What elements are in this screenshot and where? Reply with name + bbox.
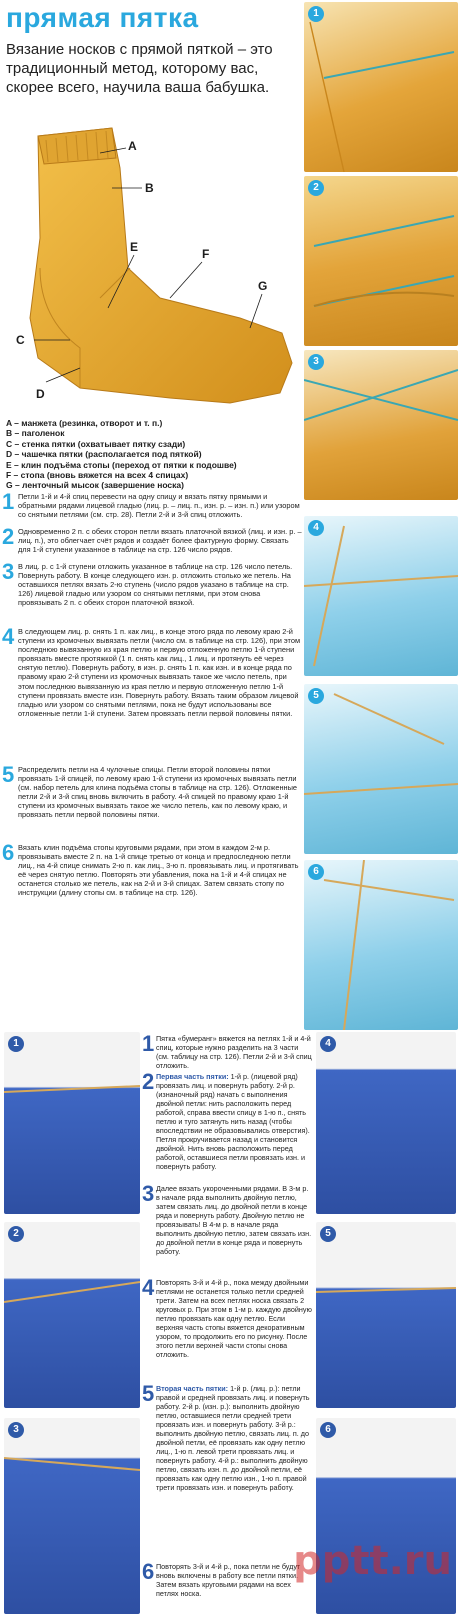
sock-label-g: G	[258, 279, 268, 293]
photo-number: 2	[308, 180, 324, 196]
photo-yellow-3	[304, 350, 458, 500]
step-number: 6	[2, 840, 15, 865]
photo-number: 2	[8, 1226, 24, 1242]
step-text: 1-й р. (лицевой ряд) провязать лиц. и повернуть работу. 2-й р. (изнаночный ряд) начать с выполнения двойной петли: нить расположить перед работой, справа ввести спицу в 1-ю п., снять петлю и туго затянуть нить назад (чтобы впоследствии не образовывались отверстия). Петля прокручивается назад и становится двойной. Нить вновь расположить перед работой, оставшиеся петли провязать изн. и повернуть работу.	[156, 1072, 310, 1171]
photo-number: 1	[8, 1036, 24, 1052]
step-number: 3	[2, 559, 15, 584]
step-text: 1-й р. (лиц. р.): петли правой и средней провязать лиц. и повернуть работу. 2-й р. (изн. р.): выполнить двойную петлю, оставшиеся петли средней трети провязать изн. и повернуть работу. 3-й р.: выполнить двойную петлю, связать лиц. п. до двойной петли, её провязать как одну петлю лиц., 1-ю п. левой трети провязать лиц. и повернуть работу. 4-й р.: выполнить двойную петлю, связать изн. п. до двойной петли, её провязать как одну петлю изн., 1-ю п. правой трети провязать изн. и повернуть работу.	[156, 1384, 310, 1492]
step-number: 6	[142, 1559, 155, 1584]
photo-blue-2	[4, 1222, 140, 1408]
intro-text: Вязание носков с прямой пяткой – это традиционный метод, которому вас, скорее всего, научила ваша бабушка.	[6, 41, 273, 96]
step-1	[2, 489, 302, 520]
step-number: 4	[2, 624, 15, 649]
photo-number: 4	[308, 520, 324, 536]
boomerang-step-1	[142, 1031, 312, 1070]
step-subtitle: Первая часть пятки:	[156, 1072, 229, 1081]
step-text: В лиц. р. с 1-й ступени отложить указанное в таблице на стр. 126 число петель. Повернуть работу. В конце следующего изн. р. отложить столько же петель. На оставшихся петлях вязать 2-ю ступень (число рядов указано в таблице на стр. 126) лицевой гладью или узором со снятыми петлями, при этом снова провязывать 2 п. с обеих сторон платочной вязкой.	[18, 562, 293, 608]
step-number: 5	[142, 1381, 155, 1406]
step-text: В следующем лиц. р. снять 1 п. как лиц., в конце этого ряда по левому краю 2-й ступени из кромочных вывязать петли (число см. в таблице на стр. 126), при этом последнюю вывязанную из края петлю и первую отложенную петлю 1-й ступени провязать вместе протяжкой (1 п. снять как лиц., 1 лиц. и протянуть её через снятую петлю). Повернуть работу, в изн. р. снять 1 п. как изн. и в конце ряда по правому краю 2-й ступени из кромочных вывязать такое же число петель, при этом последнюю вывязанную из края петлю и первую отложенную петлю 1-й ступени провязать вместе изн. Повернуть работу. Вязать таким образом лицевой гладью или узором со снятыми петлями, пока не будут использованы все отложенные петли 1-й ступени. Затем провязать петли первой половины пятки.	[18, 627, 301, 718]
photo-number: 5	[308, 688, 324, 704]
photo-blue-5	[316, 1222, 456, 1408]
step-text: Пятка «бумеранг» вяжется на петлях 1-й и 4-й спиц, которые нужно разделить на 3 части (см. таблицу на стр. 126). Петли 2-й и 3-й спиц отложить.	[156, 1034, 312, 1070]
photo-yellow-1	[304, 2, 458, 172]
legend-item: C – стенка пятки (охватывает пятку сзади)	[6, 438, 186, 449]
legend-item: B – паголенок	[6, 428, 65, 439]
needles-icon	[4, 1032, 140, 1214]
sock-diagram	[0, 118, 300, 418]
step-text: Петли 1-й и 4-й спиц перевести на одну спицу и вязать пятку прямыми и обратными рядами лицевой гладью (лиц. р. – лиц. п., изн. р. – изн. п.) или узором со снятыми петлями (см. стр. 28). Петли 2-й и 3-й спиц отложить.	[18, 492, 300, 520]
legend-item: A – манжета (резинка, отворот и т. п.)	[6, 418, 163, 428]
step-text: Далее вязать укороченными рядами. В 3-м р. в начале ряда выполнить двойную петлю, затем связать лиц. до двойной петли в конце ряда и повернуть работу. Двойную петлю не провязывать! В 4-м р. в начале ряда выполнить двойную петлю, затем связать изн. до двойной петли в конце ряда и повернуть работу.	[156, 1184, 312, 1256]
photo-number: 6	[308, 864, 324, 880]
legend-item: E – клин подъёма стопы (переход от пятки к подошве)	[6, 459, 237, 470]
photo-blue-4	[316, 1032, 456, 1214]
photo-blue-6	[316, 1418, 456, 1614]
step-5	[2, 762, 302, 820]
step-number: 2	[142, 1069, 155, 1094]
boomerang-step-4	[142, 1275, 312, 1359]
sock-label-e: E	[130, 240, 139, 254]
photo-lightblue-6	[304, 860, 458, 1030]
page-title: прямая пятка	[6, 2, 199, 33]
needles-icon	[4, 1418, 140, 1614]
step-text: Повторять 3-й и 4-й р., пока между двойными петлями не останется только петли средней трети. Затем на всех петлях носка связать 2 круговых р. При этом в 1-м р. каждую двойную петлю провязать как одну петлю. Если верхняя часть стопы вяжется декоративным узором, то продолжить его по рисунку. После этого петли верхней части стопы снова отложить.	[156, 1278, 312, 1359]
photo-number: 1	[308, 6, 324, 22]
needles-icon	[304, 2, 458, 172]
photo-yellow-2	[304, 176, 458, 346]
step-number: 1	[2, 489, 15, 514]
boomerang-step-3	[142, 1181, 312, 1256]
step-subtitle: Вторая часть пятки:	[156, 1384, 229, 1393]
step-2	[2, 524, 302, 555]
step-3	[2, 559, 302, 608]
step-number: 1	[142, 1031, 155, 1056]
sock-label-d: D	[36, 387, 45, 401]
legend-item: G – ленточный мысок (завершение носка)	[6, 480, 184, 491]
needles-icon	[304, 350, 458, 500]
watermark: pptt.ru	[293, 1538, 452, 1584]
needles-icon	[304, 516, 458, 676]
photo-number: 3	[308, 354, 324, 370]
needles-icon	[304, 684, 458, 854]
step-number: 2	[2, 524, 15, 549]
step-text: Одновременно 2 п. с обеих сторон петли вязать платочной вязкой (лиц. и изн. р. – лиц. п.), это облегчает счёт рядов и создаёт более фактурную форму. Связать для 1-й ступени указанное в таблице на стр. 126 число рядов.	[18, 527, 302, 555]
legend-item: D – чашечка пятки (располагается под пяткой)	[6, 449, 202, 460]
sock-label-f: F	[202, 247, 210, 261]
step-text: Вязать клин подъёма стопы круговыми рядами, при этом в каждом 2-м р. провязывать вместе 2 п. на 1-й спице третью от конца и предпоследнюю петли лиц., на 4-й спице снимать 2-ю п. как лиц., 3-ю п. провязывать лиц. и протягивать её через снятую петлю. Повторять эти убавления, пока на 1-й и 4-й спицах не останется столько же петель, как на 2-й и 3-й спицах. Затем связать стопу по инструкции (длину стопы см. в таблице на стр. 126).	[18, 843, 299, 898]
photo-number: 4	[320, 1036, 336, 1052]
legend-item: F – стопа (вновь вяжется на всех 4 спицах)	[6, 470, 189, 481]
photo-blue-3	[4, 1418, 140, 1614]
sock-label-a: A	[128, 139, 137, 153]
sock-label-c: C	[16, 333, 25, 347]
photo-lightblue-5	[304, 684, 458, 854]
step-number: 3	[142, 1181, 155, 1206]
step-text: Распределить петли на 4 чулочные спицы. Петли второй половины пятки провязать 1-й спицей, по левому краю 1-й ступени из кромочных вывязать петли (см. набор петель для клина подъёма стопы в таблице на стр. 126). Отложенные петли 2-й и 3-й спиц вновь включить в работу. 4-й спицей по правому краю 1-й ступени из кромочных вывязать такое же число петель, как по левому краю, и провязать петли первой половины пятки.	[18, 765, 298, 820]
photo-number: 3	[8, 1422, 24, 1438]
sock-label-b: B	[145, 181, 154, 195]
step-text: Повторять 3-й и 4-й р., пока петли не будут вновь включены в работу все петли пятки. Затем вязать круговыми рядами на всех петлях носка.	[156, 1562, 301, 1598]
parts-legend	[6, 418, 306, 491]
step-number: 5	[2, 762, 15, 787]
photo-lightblue-4	[304, 516, 458, 676]
needles-icon	[4, 1222, 140, 1408]
sock-illustration	[0, 118, 300, 418]
needles-icon	[316, 1222, 456, 1408]
needles-icon	[304, 176, 458, 346]
boomerang-step-5	[142, 1381, 312, 1492]
step-4	[2, 624, 302, 718]
step-6	[2, 840, 302, 898]
needles-icon	[304, 860, 458, 1030]
boomerang-step-6	[142, 1559, 312, 1598]
photo-blue-1	[4, 1032, 140, 1214]
boomerang-step-2	[142, 1069, 312, 1171]
photo-number: 5	[320, 1226, 336, 1242]
step-number: 4	[142, 1275, 155, 1300]
photo-number: 6	[320, 1422, 336, 1438]
